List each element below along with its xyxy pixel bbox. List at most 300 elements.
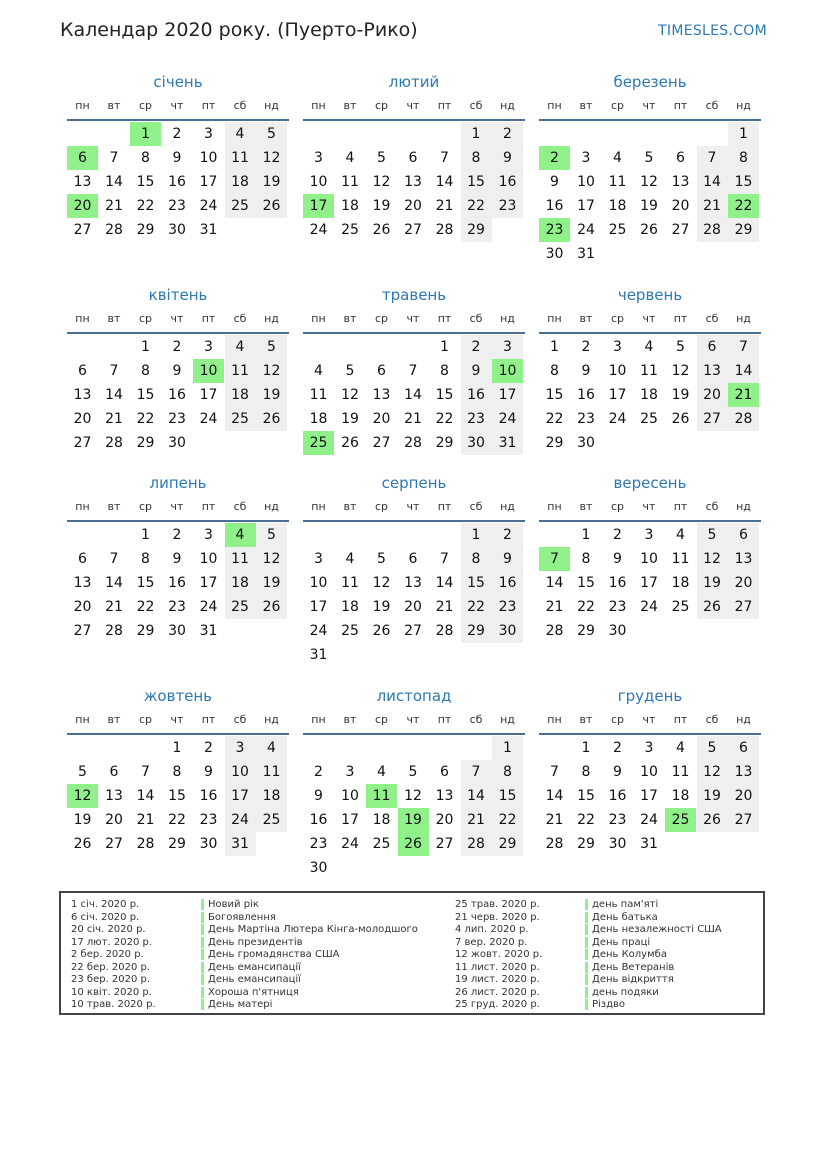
month-name: червень	[617, 286, 683, 304]
weekday-header: нд	[500, 500, 515, 513]
day-cell: 28	[105, 623, 123, 639]
day-cell: 2	[172, 527, 182, 543]
month-name: травень	[381, 286, 447, 304]
weekday-header: ср	[610, 500, 625, 513]
day-cell: 22	[577, 812, 595, 828]
weekday-header: пн	[75, 500, 90, 513]
day-cell: 17	[341, 812, 359, 828]
day-cell: 28	[545, 836, 564, 852]
day-cell: 29	[136, 222, 155, 238]
day-cell: 4	[225, 122, 256, 146]
holiday-marker	[201, 962, 204, 973]
day-cell: 16	[168, 575, 186, 591]
day-cell: 13	[73, 174, 92, 190]
brand-link[interactable]: TIMESLES.COM	[658, 23, 767, 39]
weekday-header: нд	[264, 500, 279, 513]
day-cell: 3	[204, 339, 213, 355]
day-cell: 26	[697, 595, 728, 619]
weekday-header: вт	[343, 312, 357, 325]
day-cell: 9	[492, 547, 523, 571]
day-cell: 12	[372, 575, 391, 591]
day-cell: 24	[640, 812, 658, 828]
day-cell: 1	[550, 339, 559, 355]
month-name: вересень	[613, 474, 687, 492]
weekday-header: пт	[201, 99, 216, 112]
month-name: січень	[153, 73, 203, 91]
day-cell: 23	[309, 836, 328, 852]
day-cell: 18	[671, 575, 690, 591]
day-cell: 27	[73, 623, 92, 639]
holiday-date: 25 груд. 2020 р.	[455, 999, 540, 1010]
weekday-header: чт	[406, 500, 420, 513]
day-cell: 8	[581, 551, 591, 567]
day-cell: 21	[404, 411, 422, 427]
day-cell: 16	[608, 788, 627, 804]
day-cell: 14	[105, 174, 123, 190]
holiday-marker	[201, 937, 204, 948]
day-cell: 2	[204, 740, 213, 756]
day-cell: 9	[172, 551, 182, 567]
day-cell: 7	[550, 764, 559, 780]
day-cell: 16	[545, 198, 564, 214]
day-cell: 12	[697, 760, 728, 784]
weekday-header: чт	[642, 500, 656, 513]
day-cell: 17	[640, 788, 658, 804]
day-cell: 14	[105, 387, 123, 403]
day-cell: 11	[225, 146, 256, 170]
day-cell: 18	[225, 170, 256, 194]
day-cell: 29	[435, 435, 454, 451]
holiday-marker	[585, 899, 588, 910]
holiday-name: День Мартіна Лютера Кінга-молодшого	[208, 924, 418, 935]
day-cell: 13	[728, 760, 759, 784]
weekday-header: вт	[107, 713, 121, 726]
weekday-header: пт	[437, 500, 452, 513]
day-cell: 10	[199, 150, 218, 166]
day-cell: 8	[581, 764, 591, 780]
month-name: липень	[149, 474, 207, 492]
day-cell: 12	[256, 359, 287, 383]
day-cell: 6	[78, 363, 87, 379]
day-cell: 19	[256, 170, 287, 194]
day-cell: 27	[671, 222, 690, 238]
holiday-name: День громадянства США	[208, 949, 340, 960]
day-cell: 21	[697, 194, 728, 218]
holiday-name: День праці	[592, 936, 651, 948]
day-cell: 6	[408, 551, 418, 567]
weekday-header: чт	[406, 713, 420, 726]
day-cell: 4	[225, 335, 256, 359]
day-cell: 27	[697, 407, 728, 431]
day-cell: 27	[105, 836, 123, 852]
day-cell: 19	[256, 383, 287, 407]
holiday-marker	[585, 962, 588, 973]
day-cell: 26	[640, 222, 658, 238]
day-cell: 25	[341, 222, 359, 238]
holiday-marker	[201, 924, 204, 935]
day-cell: 25	[608, 222, 627, 238]
day-cell: 20	[404, 198, 422, 214]
holiday-date: 1 січ. 2020 р.	[71, 899, 140, 910]
holiday-list	[59, 891, 765, 1015]
day-cell: 10	[309, 575, 328, 591]
day-cell: 24	[492, 407, 523, 431]
holiday-marker	[201, 974, 204, 985]
weekday-header: пн	[547, 500, 562, 513]
day-cell: 20	[73, 411, 92, 427]
month-name: квітень	[148, 286, 208, 304]
day-cell: 3	[581, 150, 591, 166]
day-cell: 25	[341, 623, 359, 639]
day-cell: 5	[408, 764, 418, 780]
day-cell: 28	[435, 623, 454, 639]
day-cell: 14	[728, 359, 759, 383]
day-cell: 9	[492, 146, 523, 170]
day-cell: 20	[728, 784, 759, 808]
day-cell: 7	[408, 363, 418, 379]
day-cell: 1	[141, 527, 150, 543]
day-cell: 28	[697, 218, 728, 242]
day-cell: 15	[136, 387, 155, 403]
day-cell: 26	[671, 411, 690, 427]
day-cell: 25	[225, 194, 256, 218]
day-cell: 4	[256, 736, 287, 760]
day-cell: 18	[341, 599, 359, 615]
month-divider	[539, 119, 761, 121]
holiday-name: День незалежності США	[592, 924, 722, 935]
day-cell: 3	[644, 740, 654, 756]
holiday-name: Різдво	[592, 999, 626, 1010]
holiday-name: день пам'яті	[592, 899, 659, 910]
day-cell: 4	[613, 150, 622, 166]
day-cell: 23	[577, 411, 595, 427]
weekday-header: сб	[233, 99, 247, 112]
day-cell: 21	[105, 599, 123, 615]
day-cell: 8	[440, 363, 449, 379]
day-cell: 20	[671, 198, 690, 214]
day-cell: 11	[341, 575, 359, 591]
day-cell: 13	[372, 387, 391, 403]
day-cell: 16	[608, 575, 627, 591]
day-cell: 22	[577, 599, 595, 615]
day-cell: 20	[697, 383, 728, 407]
weekday-header: сб	[233, 500, 247, 513]
weekday-header: сб	[233, 312, 247, 325]
day-cell: 2	[492, 122, 523, 146]
day-cell: 2	[581, 339, 591, 355]
day-cell: 12	[256, 146, 287, 170]
weekday-header: ср	[374, 713, 389, 726]
holiday-date: 21 черв. 2020 р.	[455, 911, 540, 923]
day-cell: 30	[608, 836, 627, 852]
holiday-day-cell: 6	[67, 146, 98, 170]
day-cell: 27	[728, 808, 759, 832]
day-cell: 1	[461, 122, 492, 146]
holiday-name: День Ветеранів	[592, 961, 675, 973]
day-cell: 24	[309, 222, 328, 238]
weekday-header: сб	[469, 500, 483, 513]
day-cell: 8	[141, 150, 150, 166]
weekday-header: ср	[138, 500, 153, 513]
day-cell: 3	[314, 150, 323, 166]
weekday-header: пн	[311, 312, 326, 325]
day-cell: 7	[109, 551, 119, 567]
day-cell: 5	[78, 764, 87, 780]
day-cell: 23	[608, 812, 627, 828]
day-cell: 1	[581, 527, 591, 543]
holiday-date: 7 вер. 2020 р.	[455, 936, 528, 948]
day-cell: 14	[404, 387, 422, 403]
day-cell: 4	[377, 764, 386, 780]
day-cell: 8	[550, 363, 559, 379]
weekday-header: нд	[736, 99, 751, 112]
day-cell: 10	[341, 788, 359, 804]
day-cell: 12	[341, 387, 359, 403]
day-cell: 8	[461, 547, 492, 571]
holiday-day-cell: 17	[303, 194, 334, 218]
day-cell: 16	[577, 387, 595, 403]
day-cell: 24	[199, 198, 218, 214]
month-name: листопад	[376, 687, 452, 705]
day-cell: 11	[256, 760, 287, 784]
day-cell: 28	[136, 836, 155, 852]
day-cell: 28	[461, 832, 492, 856]
day-cell: 19	[697, 571, 728, 595]
day-cell: 13	[671, 174, 690, 190]
day-cell: 16	[492, 571, 523, 595]
day-cell: 15	[435, 387, 454, 403]
month-divider	[303, 332, 525, 334]
day-cell: 27	[404, 222, 422, 238]
day-cell: 12	[404, 788, 422, 804]
holiday-date: 6 січ. 2020 р.	[71, 911, 140, 923]
day-cell: 5	[377, 150, 386, 166]
day-cell: 20	[372, 411, 391, 427]
day-cell: 3	[613, 339, 622, 355]
day-cell: 19	[372, 599, 391, 615]
weekday-header: чт	[642, 713, 656, 726]
day-cell: 9	[314, 788, 323, 804]
day-cell: 23	[199, 812, 218, 828]
weekday-header: ср	[374, 312, 389, 325]
holiday-date: 17 лют. 2020 р.	[71, 936, 153, 948]
holiday-marker	[201, 999, 204, 1010]
day-cell: 6	[109, 764, 119, 780]
day-cell: 6	[78, 551, 87, 567]
day-cell: 10	[199, 551, 218, 567]
day-cell: 28	[728, 407, 759, 431]
holiday-day-cell: 2	[539, 146, 570, 170]
month-divider	[539, 332, 761, 334]
weekday-header: ср	[138, 312, 153, 325]
day-cell: 6	[676, 150, 685, 166]
holiday-day-cell: 21	[728, 383, 759, 407]
day-cell: 24	[199, 411, 218, 427]
day-cell: 7	[109, 363, 119, 379]
day-cell: 5	[345, 363, 355, 379]
day-cell: 3	[204, 527, 213, 543]
holiday-date: 12 жовт. 2020 р.	[455, 949, 543, 960]
month-divider	[67, 733, 289, 735]
holiday-name: День батька	[592, 911, 658, 923]
day-cell: 3	[204, 126, 213, 142]
weekday-header: ср	[138, 713, 153, 726]
day-cell: 13	[73, 387, 92, 403]
month-divider	[539, 520, 761, 522]
weekday-header: вт	[107, 312, 121, 325]
day-cell: 29	[461, 619, 492, 643]
holiday-marker	[201, 912, 204, 923]
month-divider	[539, 733, 761, 735]
day-cell: 25	[225, 595, 256, 619]
day-cell: 24	[608, 411, 627, 427]
day-cell: 30	[168, 222, 186, 238]
holiday-name: Хороша п'ятниця	[208, 986, 299, 998]
day-cell: 27	[372, 435, 391, 451]
weekday-header: пн	[75, 713, 90, 726]
day-cell: 27	[435, 836, 454, 852]
day-cell: 22	[492, 808, 523, 832]
day-cell: 20	[73, 599, 92, 615]
day-cell: 2	[613, 527, 622, 543]
day-cell: 22	[136, 411, 155, 427]
day-cell: 8	[728, 146, 759, 170]
day-cell: 30	[492, 619, 523, 643]
day-cell: 15	[545, 387, 564, 403]
holiday-day-cell: 22	[728, 194, 759, 218]
holiday-name: Новий рік	[208, 899, 259, 910]
month-divider	[303, 733, 525, 735]
day-cell: 28	[105, 222, 123, 238]
day-cell: 14	[461, 784, 492, 808]
holiday-name: День матері	[208, 999, 273, 1010]
holiday-name: День емансипації	[208, 961, 301, 973]
holiday-date: 10 квіт. 2020 р.	[71, 986, 152, 998]
day-cell: 7	[728, 335, 759, 359]
day-cell: 7	[440, 551, 449, 567]
day-cell: 6	[728, 736, 759, 760]
weekday-header: пн	[547, 99, 562, 112]
weekday-header: сб	[705, 713, 719, 726]
weekday-header: пт	[201, 713, 216, 726]
day-cell: 28	[105, 435, 123, 451]
month-name: серпень	[381, 474, 447, 492]
day-cell: 29	[577, 836, 595, 852]
holiday-marker	[585, 974, 588, 985]
day-cell: 3	[644, 527, 654, 543]
day-cell: 18	[225, 571, 256, 595]
day-cell: 30	[168, 623, 186, 639]
day-cell: 3	[492, 335, 523, 359]
day-cell: 8	[172, 764, 182, 780]
day-cell: 18	[225, 383, 256, 407]
day-cell: 28	[545, 623, 564, 639]
day-cell: 17	[199, 575, 218, 591]
holiday-day-cell: 12	[67, 784, 98, 808]
weekday-header: пт	[673, 312, 688, 325]
day-cell: 8	[141, 551, 150, 567]
holiday-day-cell: 10	[492, 359, 523, 383]
day-cell: 6	[408, 150, 418, 166]
day-cell: 11	[225, 359, 256, 383]
day-cell: 14	[545, 788, 564, 804]
day-cell: 16	[461, 383, 492, 407]
weekday-header: нд	[500, 99, 515, 112]
day-cell: 19	[671, 387, 690, 403]
holiday-name: День Колумба	[592, 949, 667, 960]
day-cell: 3	[345, 764, 355, 780]
weekday-header: ср	[610, 312, 625, 325]
day-cell: 25	[372, 836, 391, 852]
day-cell: 5	[697, 523, 728, 547]
day-cell: 28	[435, 222, 454, 238]
day-cell: 15	[577, 575, 595, 591]
weekday-header: нд	[500, 312, 515, 325]
day-cell: 21	[545, 812, 564, 828]
day-cell: 5	[676, 339, 685, 355]
day-cell: 23	[461, 407, 492, 431]
day-cell: 20	[404, 599, 422, 615]
weekday-header: вт	[579, 312, 593, 325]
day-cell: 17	[199, 174, 218, 190]
day-cell: 24	[225, 808, 256, 832]
month-name: березень	[613, 73, 687, 91]
weekday-header: пт	[201, 312, 216, 325]
day-cell: 15	[136, 575, 155, 591]
day-cell: 13	[105, 788, 123, 804]
day-cell: 21	[461, 808, 492, 832]
day-cell: 29	[492, 832, 523, 856]
holiday-day-cell: 10	[193, 359, 224, 383]
day-cell: 15	[461, 170, 492, 194]
weekday-header: чт	[170, 500, 184, 513]
day-cell: 26	[372, 623, 391, 639]
weekday-header: ср	[374, 500, 389, 513]
day-cell: 1	[461, 523, 492, 547]
day-cell: 2	[172, 126, 182, 142]
day-cell: 17	[608, 387, 627, 403]
day-cell: 6	[440, 764, 449, 780]
day-cell: 14	[105, 575, 123, 591]
day-cell: 27	[73, 222, 92, 238]
day-cell: 19	[697, 784, 728, 808]
page-title: Календар 2020 року. (Пуерто-Рико)	[60, 19, 418, 41]
day-cell: 1	[172, 740, 182, 756]
weekday-header: нд	[736, 500, 751, 513]
day-cell: 6	[697, 335, 728, 359]
day-cell: 7	[461, 760, 492, 784]
weekday-header: сб	[705, 99, 719, 112]
holiday-marker	[585, 912, 588, 923]
day-cell: 17	[492, 383, 523, 407]
weekday-header: чт	[170, 312, 184, 325]
weekday-header: ср	[138, 99, 153, 112]
weekday-header: чт	[642, 312, 656, 325]
day-cell: 1	[492, 736, 523, 760]
day-cell: 9	[613, 764, 622, 780]
day-cell: 20	[105, 812, 123, 828]
weekday-header: вт	[579, 500, 593, 513]
day-cell: 24	[309, 623, 328, 639]
holiday-name: день подяки	[592, 986, 659, 998]
day-cell: 13	[73, 575, 92, 591]
holiday-name: Богоявлення	[208, 911, 276, 923]
holiday-date: 19 лист. 2020 р.	[455, 974, 540, 985]
day-cell: 13	[404, 174, 422, 190]
month-divider	[67, 520, 289, 522]
month-divider	[67, 119, 289, 121]
day-cell: 31	[492, 431, 523, 455]
